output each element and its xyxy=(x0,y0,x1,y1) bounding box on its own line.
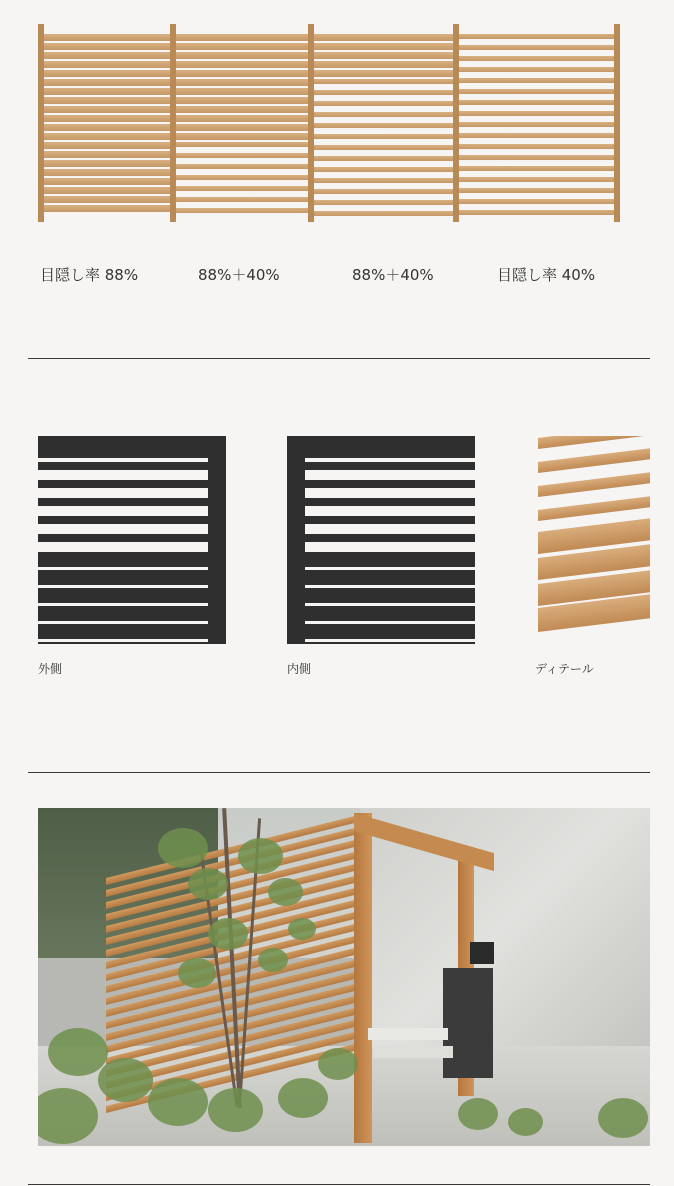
foliage xyxy=(508,1108,543,1136)
fence-slat xyxy=(176,115,308,122)
frame-side xyxy=(208,436,226,644)
fence-slat xyxy=(44,79,170,86)
caption-screen-40: 目隠し率 40% xyxy=(497,266,596,284)
foliage xyxy=(208,918,248,950)
fence-slat xyxy=(314,178,453,183)
fence-slat xyxy=(314,211,453,216)
fence-slat xyxy=(314,156,453,161)
fence-slat xyxy=(459,78,614,83)
fence-slat xyxy=(176,106,308,113)
slat xyxy=(38,642,208,644)
fence-slat xyxy=(44,169,170,176)
fence-slat xyxy=(314,134,453,139)
foliage xyxy=(48,1028,108,1076)
caption-88-40-left: 88%＋40% xyxy=(198,266,280,284)
fence-slat xyxy=(314,101,453,106)
fence-slat xyxy=(459,56,614,61)
fence-slat xyxy=(459,111,614,116)
fence-slat xyxy=(44,124,170,131)
fence-slat xyxy=(314,70,453,77)
fence-slat xyxy=(459,199,614,204)
fence-slat xyxy=(44,142,170,149)
fence-slat xyxy=(176,133,308,140)
slat xyxy=(305,642,475,644)
fence-slat xyxy=(459,89,614,94)
slat xyxy=(38,606,208,621)
fence-slat xyxy=(176,88,308,95)
fence-panel xyxy=(314,30,453,216)
fence-slat xyxy=(176,142,308,147)
fence-slat xyxy=(459,166,614,171)
outer-side-swatch xyxy=(38,436,226,644)
slat xyxy=(305,588,475,603)
step-1 xyxy=(368,1028,448,1040)
intercom xyxy=(470,942,494,964)
fence-slat xyxy=(459,155,614,160)
fence-slat xyxy=(314,52,453,59)
foliage xyxy=(318,1048,358,1080)
fence-slat xyxy=(314,90,453,95)
slat xyxy=(38,480,208,488)
fence-slat xyxy=(44,52,170,59)
fence-slat xyxy=(176,70,308,77)
foliage xyxy=(598,1098,648,1138)
foliage xyxy=(458,1098,498,1130)
fence-slat xyxy=(459,100,614,105)
wood-slat xyxy=(538,472,650,497)
foliage xyxy=(238,838,283,874)
slat xyxy=(305,570,475,585)
slat xyxy=(38,462,208,470)
fence-slat xyxy=(44,196,170,203)
slat xyxy=(38,516,208,524)
fence-slat xyxy=(459,133,614,138)
slat xyxy=(305,606,475,621)
fence-comparison-image xyxy=(38,24,620,224)
fence-slat xyxy=(176,164,308,169)
fence-slat xyxy=(176,208,308,213)
fence-slat xyxy=(44,187,170,194)
foliage xyxy=(278,1078,328,1118)
slat xyxy=(305,516,475,524)
fence-slat xyxy=(459,177,614,182)
slat xyxy=(38,624,208,639)
slat xyxy=(305,624,475,639)
fence-slat xyxy=(176,61,308,68)
section-divider-1 xyxy=(28,358,650,359)
fence-slat xyxy=(176,97,308,104)
section-divider-3 xyxy=(28,1184,650,1185)
fence-slat xyxy=(314,167,453,172)
fence-slat xyxy=(176,153,308,158)
fence-slat xyxy=(314,123,453,128)
foliage xyxy=(268,878,303,906)
caption-88-40-right: 88%＋40% xyxy=(352,266,434,284)
step-2 xyxy=(373,1046,453,1058)
fence-slat xyxy=(176,34,308,41)
fence-slat xyxy=(459,34,614,39)
label-outer: 外側 xyxy=(38,662,63,676)
fence-panel xyxy=(176,30,308,216)
slat xyxy=(305,480,475,488)
fence-slat xyxy=(314,189,453,194)
fence-slat xyxy=(459,144,614,149)
slat xyxy=(305,462,475,470)
fence-slat xyxy=(314,43,453,50)
foliage xyxy=(208,1088,263,1132)
gate-post-left xyxy=(354,813,372,1143)
fence-slat xyxy=(44,151,170,158)
fence-slat xyxy=(44,43,170,50)
fence-slat xyxy=(176,79,308,86)
mailbox-unit xyxy=(443,968,493,1078)
fence-slat xyxy=(314,145,453,150)
installation-photo xyxy=(38,808,650,1146)
fence-slat xyxy=(176,175,308,180)
slat xyxy=(305,498,475,506)
slat xyxy=(38,498,208,506)
fence-slat xyxy=(44,205,170,212)
fence-panel xyxy=(44,30,170,216)
fence-slat xyxy=(176,186,308,191)
fence-slat xyxy=(314,79,453,84)
fence-slat xyxy=(314,34,453,41)
wood-slat xyxy=(538,496,650,521)
fence-slat xyxy=(44,34,170,41)
label-inner: 内側 xyxy=(287,662,312,676)
detail-swatch xyxy=(538,436,650,642)
label-detail: ディテール xyxy=(535,662,594,676)
foliage xyxy=(98,1058,153,1102)
wood-slat xyxy=(538,436,650,449)
slat xyxy=(38,534,208,542)
fence-slat xyxy=(459,67,614,72)
fence-post xyxy=(614,24,620,222)
frame-top xyxy=(287,436,475,458)
fence-slat xyxy=(176,124,308,131)
fence-slat xyxy=(44,61,170,68)
fence-slat xyxy=(44,178,170,185)
fence-slat xyxy=(459,210,614,215)
fence-slat xyxy=(459,122,614,127)
fence-slat xyxy=(176,197,308,202)
inner-side-swatch xyxy=(287,436,475,644)
fence-slat xyxy=(314,112,453,117)
fence-slat xyxy=(44,160,170,167)
fence-slat xyxy=(176,52,308,59)
wood-slat xyxy=(538,448,650,473)
foliage xyxy=(158,828,208,868)
caption-screen-88: 目隠し率 88% xyxy=(40,266,139,284)
fence-slat xyxy=(459,188,614,193)
foliage xyxy=(188,868,228,900)
fence-slat xyxy=(44,88,170,95)
foliage xyxy=(258,948,288,972)
fence-slat xyxy=(44,97,170,104)
frame-top xyxy=(38,436,226,458)
fence-slat xyxy=(176,43,308,50)
fence-slat xyxy=(44,133,170,140)
fence-slat xyxy=(44,115,170,122)
fence-slat xyxy=(44,70,170,77)
foliage xyxy=(148,1078,208,1126)
slat xyxy=(38,570,208,585)
fence-slat xyxy=(314,61,453,68)
fence-slat xyxy=(314,200,453,205)
fence-slat xyxy=(459,45,614,50)
slat xyxy=(38,552,208,567)
fence-slat xyxy=(44,106,170,113)
slat xyxy=(305,552,475,567)
section-divider-2 xyxy=(28,772,650,773)
frame-side xyxy=(287,436,305,644)
fence-panel xyxy=(459,30,614,216)
slat xyxy=(305,534,475,542)
slat xyxy=(38,588,208,603)
